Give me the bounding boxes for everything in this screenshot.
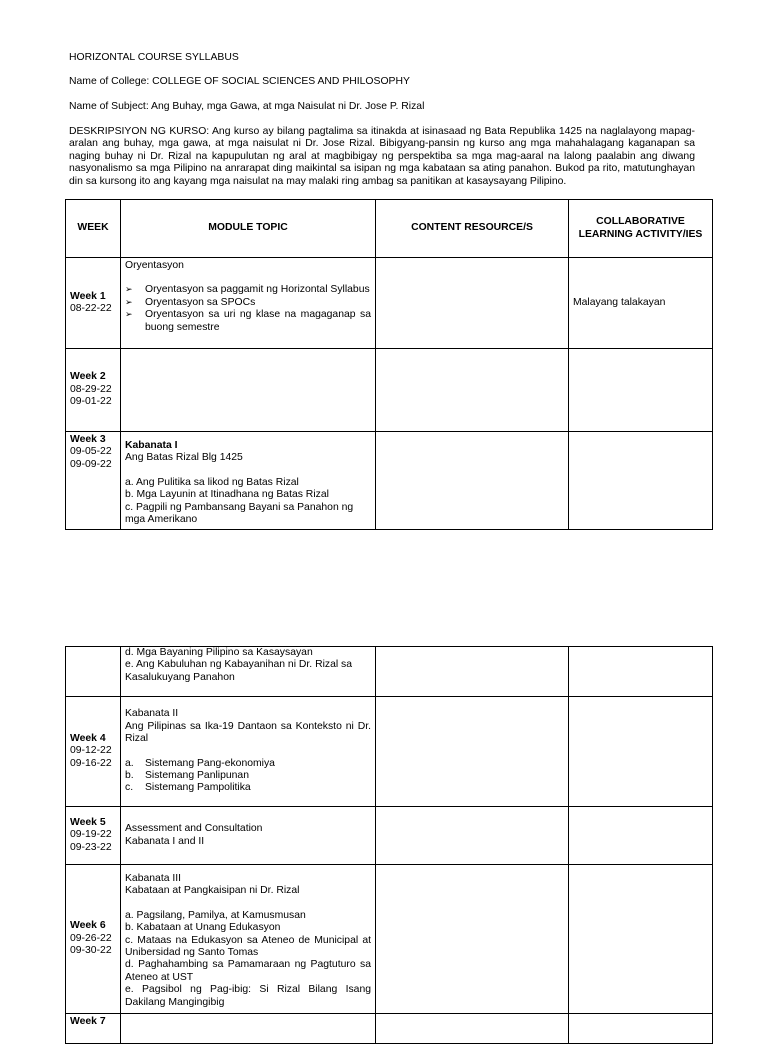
resources-cell	[376, 865, 569, 1014]
activity-cell	[569, 697, 713, 807]
week-label: Week 7	[70, 1016, 106, 1027]
week-date: 08-22-22	[70, 303, 112, 314]
list-item: a. Pagsilang, Pamilya, at Kamusmusan	[125, 909, 306, 921]
list-item-text: Sistemang Pampolitika	[145, 782, 251, 794]
list-item: d. Mga Bayaning Pilipino sa Kasaysayan	[125, 647, 313, 658]
list-item: ➢ Oryentasyon sa uri ng klase na magaganap sa buong semestre	[125, 309, 371, 334]
chapter-subtitle: Ang Batas Rizal Blg 1425	[125, 452, 243, 464]
week-cell	[66, 697, 121, 807]
topic-cell	[121, 258, 376, 349]
week-cell	[66, 258, 121, 349]
list-item-text: Sistemang Panlipunan	[145, 769, 249, 781]
week-date: 09-23-22	[70, 841, 112, 853]
chapter-title: Kabanata I	[125, 440, 178, 451]
activity-cell	[569, 349, 713, 432]
week-date: 09-05-22	[70, 446, 112, 458]
week-label: Week 3	[70, 434, 106, 445]
table-row-week-5	[66, 807, 713, 865]
activity-cell	[569, 432, 713, 530]
table-row-week-3	[66, 432, 713, 530]
subject-name: Name of Subject: Ang Buhay, mga Gawa, at mga Naisulat ni Dr. Jose P. Rizal	[69, 101, 425, 112]
list-item: e. Pagsibol ng Pag-ibig: Si Rizal Bilang Isang Dakilang Mangingibig	[125, 984, 371, 1008]
list-item: b. Mga Layunin at Itinadhana ng Batas Rizal	[125, 489, 329, 501]
week-date: 09-26-22	[70, 932, 112, 944]
week-label: Week 1	[70, 290, 106, 302]
resources-cell	[376, 349, 569, 432]
list-marker: c.	[125, 782, 134, 794]
table-row-week-7	[66, 1014, 713, 1044]
topic-title: Oryentasyon	[125, 260, 184, 271]
activity-cell	[569, 807, 713, 865]
week-label: Week 2	[70, 371, 106, 383]
topic-cell	[121, 647, 376, 697]
table-row-continued	[66, 647, 713, 697]
week-label: Week 5	[70, 816, 106, 828]
chapter-subtitle: Kabataan at Pangkaisipan ni Dr. Rizal	[125, 885, 300, 897]
list-item	[125, 782, 371, 794]
activity-cell: Malayang talakayan	[569, 258, 713, 349]
week-label: Week 6	[70, 920, 106, 932]
college-name: Name of College: COLLEGE OF SOCIAL SCIENCES AND PHILOSOPHY	[69, 76, 410, 87]
week-cell	[66, 807, 121, 865]
list-item: ➢ Oryentasyon sa paggamit ng Horizontal Syllabus	[125, 284, 371, 296]
week-date: 09-12-22	[70, 745, 112, 757]
resources-cell	[376, 647, 569, 697]
list-item: a. Ang Pulitika sa likod ng Batas Rizal	[125, 476, 299, 488]
week-label: Week 4	[70, 732, 106, 744]
chapter-title: Kabanata II	[125, 708, 179, 720]
activity-cell	[569, 1014, 713, 1044]
topic-header: MODULE TOPIC	[121, 200, 376, 258]
resources-cell	[376, 432, 569, 530]
list-marker: b.	[125, 769, 134, 781]
week-date: 09-16-22	[70, 757, 112, 769]
list-item-text: Sistemang Pang-ekonomiya	[145, 757, 275, 769]
chapter-subtitle: Ang Pilipinas sa Ika-19 Dantaon sa Konteksto ni Dr. Rizal	[125, 720, 371, 745]
list-item: c. Mataas na Edukasyon sa Ateneo de Municipal at Unibersidad ng Santo Tomas	[125, 934, 371, 959]
topic-line: Kabanata I and II	[125, 835, 205, 847]
topic-cell	[121, 697, 376, 807]
topic-cell	[121, 432, 376, 530]
topic-cell	[121, 1014, 376, 1044]
list-item: ➢ Oryentasyon sa SPOCs	[125, 297, 371, 309]
week-cell	[66, 349, 121, 432]
topic-list	[125, 284, 371, 334]
list-item	[125, 758, 371, 770]
activity-header: COLLABORATIVE LEARNING ACTIVITY/IES	[569, 200, 713, 258]
activity-cell	[569, 647, 713, 697]
list-item: e. Ang Kabuluhan ng Kabayanihan ni Dr. Rizal sa Kasalukuyang Panahon	[125, 659, 353, 683]
week-header: WEEK	[66, 200, 121, 258]
syllabus-table-1	[65, 199, 713, 530]
week-date: 09-19-22	[70, 829, 112, 841]
week-cell	[66, 865, 121, 1014]
week-cell	[66, 1014, 121, 1044]
activity-cell	[569, 865, 713, 1014]
week-date: 08-29-22	[70, 383, 112, 395]
list-marker: a.	[125, 757, 134, 769]
syllabus-table-2	[65, 646, 713, 1044]
table-row-week-1	[66, 258, 713, 349]
table-row-week-6	[66, 865, 713, 1014]
list-item: d. Paghahambing sa Pamamaraan ng Pagtuturo sa Ateneo at UST	[125, 959, 371, 983]
topic-list	[125, 758, 371, 795]
list-item	[125, 770, 371, 782]
table-row-week-2	[66, 349, 713, 432]
course-description: DESKRIPSIYON NG KURSO: Ang kurso ay bilang pagtalima sa itinakda at isinasaad ng Bata Republika 1425 na naglalayong mapag-aralan ang buhay, mga gawa, at mga naisulat ni Dr. Jose Rizal. Bibigyang-pansin ng kurso ang mga mahahalagang kaganapan sa naging buhay ni Dr. Rizal na kapupulutan ng aral at magbibigay ng perspektiba sa mga mag-aaral na lalong paalabin ang diwang nasyonalismo sa mga Pilipino na anrarapat ding maikintal sa isipan ng mga kabataan sa ating panahon. Bukod pa rito, matutunghayan din sa kursong ito ang kayang mga naisulat na may malaki ring ambag sa panitikan at kasaysayang Pilipino.	[69, 126, 695, 187]
week-date: 09-30-22	[70, 945, 112, 957]
topic-cell	[121, 807, 376, 865]
list-item: b. Kabataan at Unang Edukasyon	[125, 922, 281, 934]
resources-cell	[376, 1014, 569, 1044]
resources-header: CONTENT RESOURCE/S	[376, 200, 569, 258]
chapter-title: Kabanata III	[125, 873, 182, 884]
resources-cell	[376, 807, 569, 865]
week-cell	[66, 647, 121, 697]
table-header-row	[66, 200, 713, 258]
resources-cell	[376, 697, 569, 807]
topic-cell	[121, 865, 376, 1014]
list-item: c. Pagpili ng Pambansang Bayani sa Panahon ng mga Amerikano	[125, 501, 354, 526]
week-date: 09-01-22	[70, 396, 112, 408]
topic-line: Assessment and Consultation	[125, 823, 263, 835]
document-title: HORIZONTAL COURSE SYLLABUS	[69, 52, 239, 63]
resources-cell	[376, 258, 569, 349]
week-cell	[66, 432, 121, 530]
week-date: 09-09-22	[70, 458, 112, 470]
topic-cell	[121, 349, 376, 432]
table-row-week-4	[66, 697, 713, 807]
